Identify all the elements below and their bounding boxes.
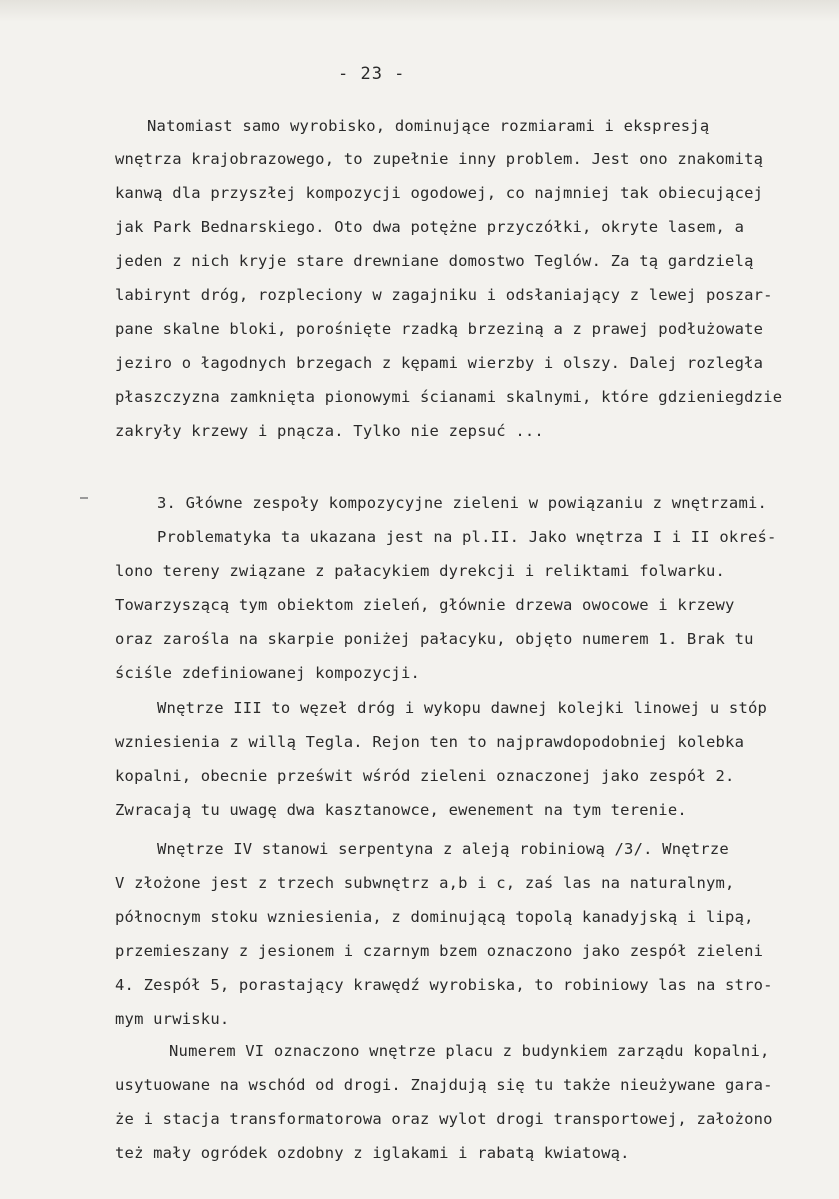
text-line: Towarzyszącą tym obiektom zieleń, głównie drzewa owocowe i krzewy bbox=[115, 596, 735, 614]
text-line: kanwą dla przyszłej kompozycji ogodowej, co najmniej tak obiecującej bbox=[115, 184, 764, 202]
text-line: Problematyka ta ukazana jest na pl.II. Jako wnętrza I i II okreś- bbox=[157, 528, 777, 546]
scan-edge bbox=[0, 0, 839, 22]
text-line: jeden z nich kryje stare drewniane domostwo Teglów. Za tą gardzielą bbox=[115, 252, 754, 270]
text-line: pane skalne bloki, porośnięte rzadką brzeziną a z prawej podłużowate bbox=[115, 320, 764, 338]
text-line: Wnętrze IV stanowi serpentyna z aleją robiniową /3/. Wnętrze bbox=[157, 840, 729, 858]
text-line: Natomiast samo wyrobisko, dominujące rozmiarami i ekspresją bbox=[147, 117, 710, 135]
text-line: 4. Zespół 5, porastający krawędź wyrobiska, to robiniowy las na stro- bbox=[115, 976, 773, 994]
text-line: lono tereny związane z pałacykiem dyrekcji i reliktami folwarku. bbox=[115, 562, 726, 580]
text-line: zakryły krzewy i pnącza. Tylko nie zepsuć ... bbox=[115, 422, 544, 440]
text-line: oraz zarośla na skarpie poniżej pałacyku, objęto numerem 1. Brak tu bbox=[115, 630, 754, 648]
text-line: płaszczyzna zamknięta pionowymi ścianami skalnymi, które gdzieniegdzie bbox=[115, 388, 783, 406]
text-line: północnym stoku wzniesienia, z dominującą topolą kanadyjską i lipą, bbox=[115, 908, 754, 926]
text-line: V złożone jest z trzech subwnętrz a,b i c, zaś las na naturalnym, bbox=[115, 874, 735, 892]
text-line: też mały ogródek ozdobny z iglakami i rabatą kwiatową. bbox=[115, 1144, 630, 1162]
page-number: - 23 - bbox=[338, 64, 406, 84]
text-line: labirynt dróg, rozpleciony w zagajniku i odsłaniający z lewej poszar- bbox=[115, 286, 773, 304]
text-line: przemieszany z jesionem i czarnym bzem oznaczono jako zespół zieleni bbox=[115, 942, 764, 960]
text-line: że i stacja transformatorowa oraz wylot drogi transportowej, założono bbox=[115, 1110, 773, 1128]
text-line: mym urwisku. bbox=[115, 1010, 230, 1028]
text-line: Wnętrze III to węzeł dróg i wykopu dawnej kolejki linowej u stóp bbox=[157, 699, 768, 717]
section-heading: 3. Główne zespoły kompozycyjne zieleni w powiązaniu z wnętrzami. bbox=[157, 494, 768, 512]
text-line: jak Park Bednarskiego. Oto dwa potężne przyczółki, okryte lasem, a bbox=[115, 218, 745, 236]
text-line: wnętrza krajobrazowego, to zupełnie inny problem. Jest ono znakomitą bbox=[115, 150, 764, 168]
text-line: usytuowane na wschód od drogi. Znajdują się tu także nieużywane gara- bbox=[115, 1076, 773, 1094]
text-line: jeziro o łagodnych brzegach z kępami wierzby i olszy. Dalej rozległa bbox=[115, 354, 764, 372]
text-line: wzniesienia z willą Tegla. Rejon ten to najprawdopodobniej kolebka bbox=[115, 733, 745, 751]
text-line: ściśle zdefiniowanej kompozycji. bbox=[115, 664, 421, 682]
text-line: kopalni, obecnie prześwit wśród zieleni oznaczonej jako zespół 2. bbox=[115, 767, 735, 785]
text-line: Numerem VI oznaczono wnętrze placu z budynkiem zarządu kopalni, bbox=[169, 1042, 770, 1060]
margin-mark bbox=[80, 497, 88, 499]
text-line: Zwracają tu uwagę dwa kasztanowce, ewenement na tym terenie. bbox=[115, 801, 687, 819]
